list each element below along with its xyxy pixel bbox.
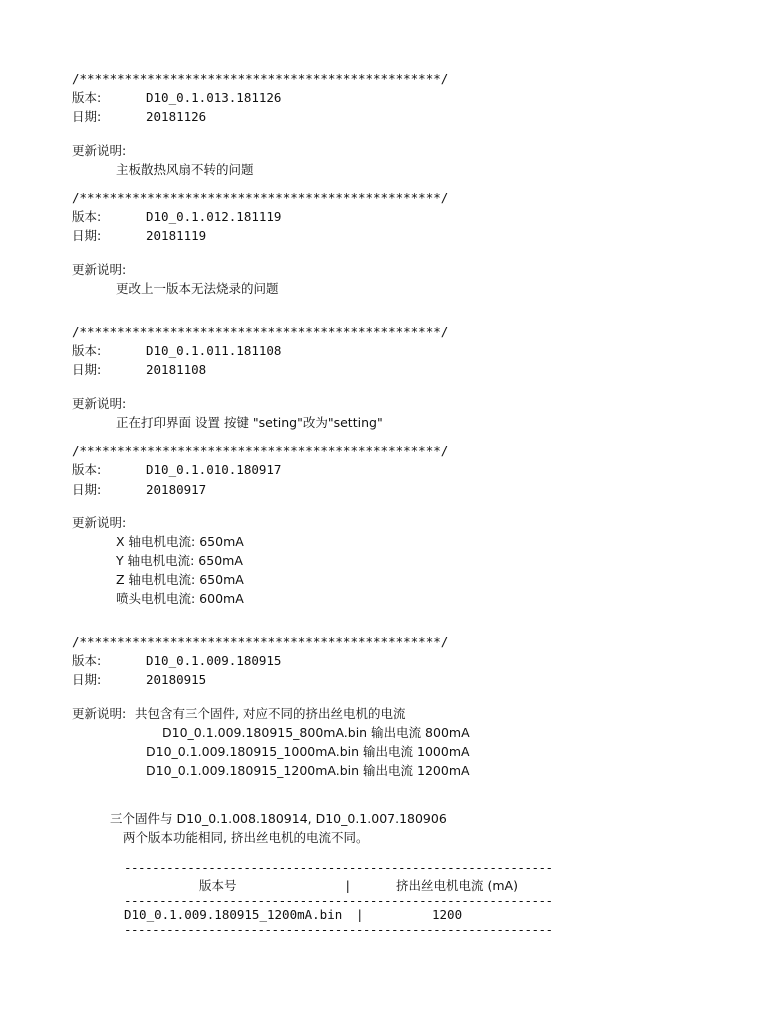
- note-line: D10_0.1.009.180915_800mA.bin 输出电流 800mA: [162, 725, 470, 740]
- version-label: 版本:: [72, 462, 102, 477]
- note-line: D10_0.1.009.180915_1200mA.bin 输出电流 1200mA: [146, 763, 470, 778]
- version-label: 版本:: [72, 90, 102, 105]
- separator: /************************************************/: [72, 324, 449, 339]
- version-value: D10_0.1.010.180917: [146, 462, 282, 477]
- date-label: 日期:: [72, 109, 102, 124]
- note-line: 更改上一版本无法烧录的问题: [116, 281, 279, 296]
- notes-label: 更新说明:: [72, 515, 127, 530]
- note-line: 主板散热风扇不转的问题: [116, 162, 254, 177]
- separator: /************************************************/: [72, 634, 449, 649]
- version-label: 版本:: [72, 209, 102, 224]
- version-value: D10_0.1.013.181126: [146, 90, 282, 105]
- separator: /************************************************/: [72, 71, 449, 86]
- version-label: 版本:: [72, 343, 102, 358]
- note-line: 喷头电机电流: 600mA: [116, 591, 244, 606]
- note-inline: 共包含有三个固件, 对应不同的挤出丝电机的电流: [135, 706, 406, 721]
- version-label: 版本:: [72, 653, 102, 668]
- version-value: D10_0.1.012.181119: [146, 209, 282, 224]
- table-rule: -------------------------------------------------------------: [124, 922, 553, 937]
- table-divider: |: [356, 907, 364, 922]
- note-line: Y 轴电机电流: 650mA: [116, 553, 243, 568]
- table-rule: -------------------------------------------------------------: [124, 893, 553, 908]
- notes-label: 更新说明:: [72, 262, 127, 277]
- notes-label: 更新说明:: [72, 396, 127, 411]
- table-rule: -------------------------------------------------------------: [124, 860, 553, 875]
- separator: /************************************************/: [72, 190, 449, 205]
- notes-label: 更新说明:: [72, 143, 127, 158]
- comparison-line: 三个固件与 D10_0.1.008.180914, D10_0.1.007.180906: [110, 811, 447, 826]
- date-label: 日期:: [72, 228, 102, 243]
- comparison-line: 两个版本功能相同, 挤出丝电机的电流不同。: [123, 830, 369, 845]
- note-line: X 轴电机电流: 650mA: [116, 534, 244, 549]
- notes-label: 更新说明:: [72, 706, 127, 721]
- note-line: 正在打印界面 设置 按键 "seting"改为"setting": [116, 415, 383, 430]
- date-label: 日期:: [72, 362, 102, 377]
- table-cell-current: 1200: [432, 907, 463, 922]
- date-value: 20180917: [146, 482, 207, 497]
- note-line: D10_0.1.009.180915_1000mA.bin 输出电流 1000mA: [146, 744, 470, 759]
- date-value: 20181119: [146, 228, 207, 243]
- separator: /************************************************/: [72, 443, 449, 458]
- date-value: 20181108: [146, 362, 207, 377]
- table-cell-version: D10_0.1.009.180915_1200mA.bin: [124, 907, 343, 922]
- table-divider: |: [344, 878, 352, 893]
- version-value: D10_0.1.009.180915: [146, 653, 282, 668]
- table-header-current: 挤出丝电机电流 (mA): [396, 878, 518, 893]
- version-value: D10_0.1.011.181108: [146, 343, 282, 358]
- table-header-version: 版本号: [199, 878, 237, 893]
- date-value: 20181126: [146, 109, 207, 124]
- date-label: 日期:: [72, 482, 102, 497]
- date-value: 20180915: [146, 672, 207, 687]
- note-line: Z 轴电机电流: 650mA: [116, 572, 244, 587]
- date-label: 日期:: [72, 672, 102, 687]
